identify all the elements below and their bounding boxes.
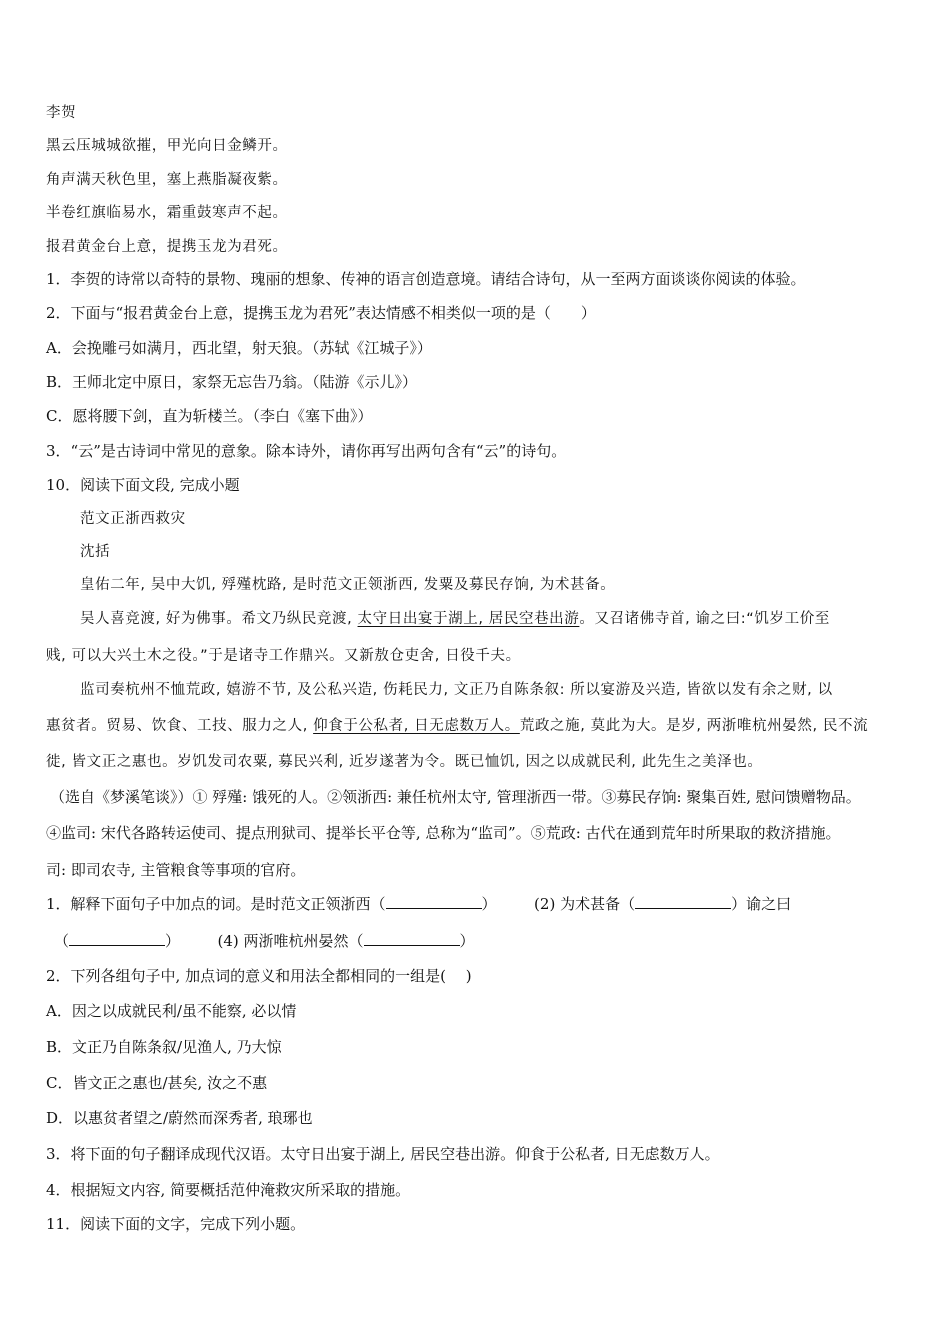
passage-author: 沈括 (80, 544, 111, 560)
passage-note-2: ④监司: 宋代各路转运使司、提点刑狱司、提举长平仓等, 总称为“监司”。⑤荒政: 古代在通到荒年时所果取的救济措施。 (46, 824, 841, 842)
question-3: 3．将下面的句子翻译成现代汉语。太守日出宴于湖上, 居民空巷出游。仰食于公私者, 日无虑数万人。 (46, 1145, 720, 1163)
q1-text-f: ） (459, 932, 475, 950)
passage-paragraph-3-line-2 (46, 716, 868, 736)
poem-line-2: 角声满天秋色里，塞上燕脂凝夜紫。 (46, 172, 288, 188)
p2-underlined-sentence: 太守日出宴于湖上, 居民空巷出游 (357, 611, 580, 627)
passage-paragraph-3-line-1: 监司奏杭州不恤荒政, 嬉游不节, 及公私兴造, 伤耗民力, 文正乃自陈条叙: 所以宴游及兴造, 皆欲以发有余之财, 以 (80, 682, 833, 698)
q1-text-a: 1．解释下面句子中加点的词。是时范文正领浙西（ (46, 895, 386, 913)
answer-blank-4[interactable] (364, 931, 460, 946)
passage-note-1: （选自《梦溪笔谈》）① 殍殣: 饿死的人。②领浙西: 兼任杭州太守, 管理浙西一带。③募民存饷: 聚集百姓, 慰问馈赠物品。 (50, 788, 861, 806)
poem-line-4: 报君黄金台上意，提携玉龙为君死。 (46, 239, 288, 255)
passage-paragraph-2-line-1 (80, 609, 830, 629)
passage-paragraph-1: 皇佑二年, 吴中大饥, 殍殣枕路, 是时范文正领浙西, 发粟及募民存饷, 为术甚备。 (80, 577, 616, 593)
section-10-heading: 10．阅读下面文段, 完成小题 (46, 476, 240, 494)
poem-line-1: 黑云压城城欲摧，甲光向日金鳞开。 (46, 138, 288, 154)
q2-option-d: D．以惠贫者望之/蔚然而深秀者, 琅琊也 (46, 1109, 313, 1127)
q2-option-a: A．因之以成就民利/虽不能察, 必以情 (46, 1002, 297, 1020)
poem-q2-option-b: B．王师北定中原日，家祭无忘告乃翁。（陆游《示儿》） (46, 373, 418, 391)
q1-text-b: ） (2) 为术甚备（ (481, 895, 636, 913)
q2-option-b: B．文正乃自陈条叙/见渔人, 乃大惊 (46, 1038, 282, 1056)
q1-text-d: （ (54, 932, 70, 950)
q1-text-c: ）谕之曰 (731, 895, 792, 913)
passage-paragraph-2-line-2: 贱, 可以大兴土木之役。”于是诸寺工作鼎兴。又新敖仓吏舍, 日役千夫。 (46, 648, 521, 664)
q1-text-e: ） (4) 两浙唯杭州晏然（ (165, 932, 364, 950)
answer-blank-1[interactable] (386, 894, 482, 909)
answer-blank-2[interactable] (635, 894, 731, 909)
p3-underlined-sentence: 仰食于公私者, 日无虑数万人。 (313, 718, 520, 734)
poem-q2-option-a: A．会挽雕弓如满月，西北望，射天狼。（苏轼《江城子》） (46, 339, 432, 357)
question-1-line-2 (54, 931, 475, 951)
poem-author: 李贺 (46, 105, 77, 121)
section-11-heading: 11．阅读下面的文字，完成下列小题。 (46, 1215, 306, 1233)
answer-blank-3[interactable] (69, 931, 165, 946)
q2-option-c: C．皆文正之惠也/甚矣, 汝之不惠 (46, 1074, 268, 1092)
poem-question-3: 3．“云”是古诗词中常见的意象。除本诗外，请你再写出两句含有“云”的诗句。 (46, 442, 567, 460)
poem-question-1: 1．李贺的诗常以奇特的景物、瑰丽的想象、传神的语言创造意境。请结合诗句，从一至两方面谈谈你阅读的体验。 (46, 270, 806, 288)
poem-line-3: 半卷红旗临易水，霜重鼓寒声不起。 (46, 205, 288, 221)
passage-paragraph-3-line-3: 徙, 皆文正之惠也。岁饥发司农粟, 募民兴利, 近岁遂著为令。既已恤饥, 因之以成就民利, 此先生之美泽也。 (46, 754, 763, 770)
p2-text-1: 吴人喜竞渡, 好为佛事。希文乃纵民竞渡, (80, 611, 358, 627)
question-1-line-1 (46, 894, 791, 914)
passage-note-3: 司: 即司农寺, 主管粮食等事项的官府。 (46, 861, 306, 879)
poem-q2-option-c: C．愿将腰下剑，直为斩楼兰。（李白《塞下曲》） (46, 407, 373, 425)
question-4: 4．根据短文内容, 简要概括范仲淹救灾所采取的措施。 (46, 1181, 411, 1199)
passage-title: 范文正浙西救灾 (80, 511, 186, 527)
question-2: 2．下列各组句子中, 加点词的意义和用法全都相同的一组是( ) (46, 967, 472, 985)
p3-text-2: 荒政之施, 莫此为大。是岁, 两浙唯杭州晏然, 民不流 (519, 718, 869, 734)
p3-text-1: 惠贫者。贸易、饮食、工技、服力之人, (46, 718, 314, 734)
p2-text-2: 。又召诸佛寺首, 谕之曰:“饥岁工价至 (579, 611, 830, 627)
poem-question-2: 2．下面与“报君黄金台上意，提携玉龙为君死”表达情感不相类似一项的是（ ） (46, 304, 596, 322)
